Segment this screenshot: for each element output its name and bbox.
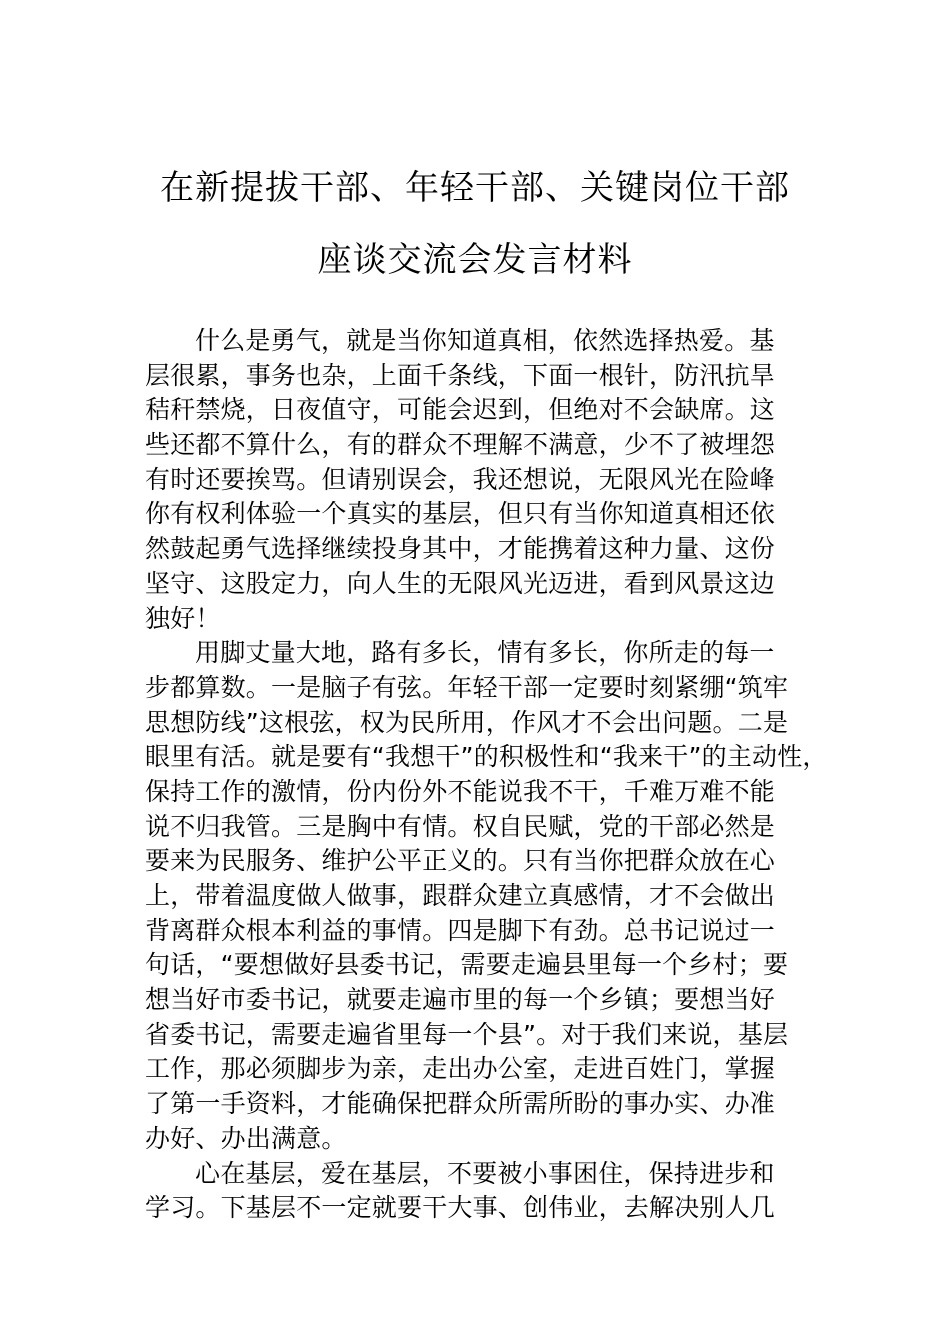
paragraph-2-line: 步都算数。一是脑子有弦。年轻干部一定要时刻紧绷“筑牢 (145, 672, 789, 702)
document-body (145, 324, 845, 1226)
paragraph-3-line: 学习。下基层不一定就要干大事、创伟业，去解决别人几 (145, 1193, 776, 1223)
paragraph-2-line: 想当好市委书记，就要走遍市里的每一个乡镇；要想当好 (145, 985, 776, 1015)
paragraph-2-line: 眼里有活。就是要有“我想干”的积极性和“我来干”的主动性， (145, 742, 828, 772)
paragraph-1-line: 坚守、这股定力，向人生的无限风光迈进，看到风景这边 (145, 568, 776, 598)
paragraph-2-line: 省委书记，需要走遍省里每一个县”。对于我们来说，基层 (145, 1019, 789, 1049)
paragraph-2-line: 用脚丈量大地，路有多长，情有多长，你所走的每一 (195, 638, 775, 668)
paragraph-2-line: 背离群众根本利益的事情。四是脚下有劲。总书记说过一 (145, 915, 776, 945)
paragraph-1-line: 什么是勇气，就是当你知道真相，依然选择热爱。基 (195, 326, 775, 355)
paragraph-3-line: 心在基层，爱在基层，不要被小事困住，保持进步和 (195, 1158, 775, 1188)
paragraph-2-line: 上，带着温度做人做事，跟群众建立真感情，才不会做出 (145, 881, 776, 910)
paragraph-1-line: 独好！ (145, 603, 221, 633)
paragraph-2-line: 要来为民服务、维护公平正义的。只有当你把群众放在心 (145, 846, 776, 876)
paragraph-1-line: 你有权利体验一个真实的基层，但只有当你知道真相还依 (145, 499, 776, 529)
paragraph-2-line: 工作，那必须脚步为亲，走出办公室，走进百姓门，掌握 (145, 1054, 776, 1084)
paragraph-2-line: 句话，“要想做好县委书记，需要走遍县里每一个乡村；要 (145, 950, 789, 980)
paragraph-1-line: 层很累，事务也杂，上面千条线，下面一根针，防汛抗旱 (145, 360, 776, 390)
document-title-line-2: 座谈交流会发言材料 (317, 240, 633, 280)
paragraph-2-line: 思想防线”这根弦，权为民所用，作风才不会出问题。二是 (145, 707, 789, 737)
paragraph-1-line: 有时还要挨骂。但请别误会，我还想说，无限风光在险峰 (145, 464, 776, 494)
document-title-line-1: 在新提拔干部、年轻干部、关键岗位干部 (160, 168, 790, 208)
paragraph-2-line: 了第一手资料，才能确保把群众所需所盼的事办实、办准 (145, 1089, 776, 1119)
paragraph-2-line: 保持工作的激情，份内份外不能说我不干，千难万难不能 (145, 776, 776, 806)
paragraph-2-line: 说不归我管。三是胸中有情。权自民赋，党的干部必然是 (145, 811, 776, 841)
paragraph-2-line: 办好、办出满意。 (145, 1123, 347, 1153)
paragraph-1-line: 些还都不算什么，有的群众不理解不满意，少不了被埋怨 (145, 430, 776, 460)
paragraph-1-line: 然鼓起勇气选择继续投身其中，才能携着这种力量、这份 (145, 534, 776, 564)
paragraph-1-line: 秸秆禁烧，日夜值守，可能会迟到，但绝对不会缺席。这 (145, 395, 776, 425)
